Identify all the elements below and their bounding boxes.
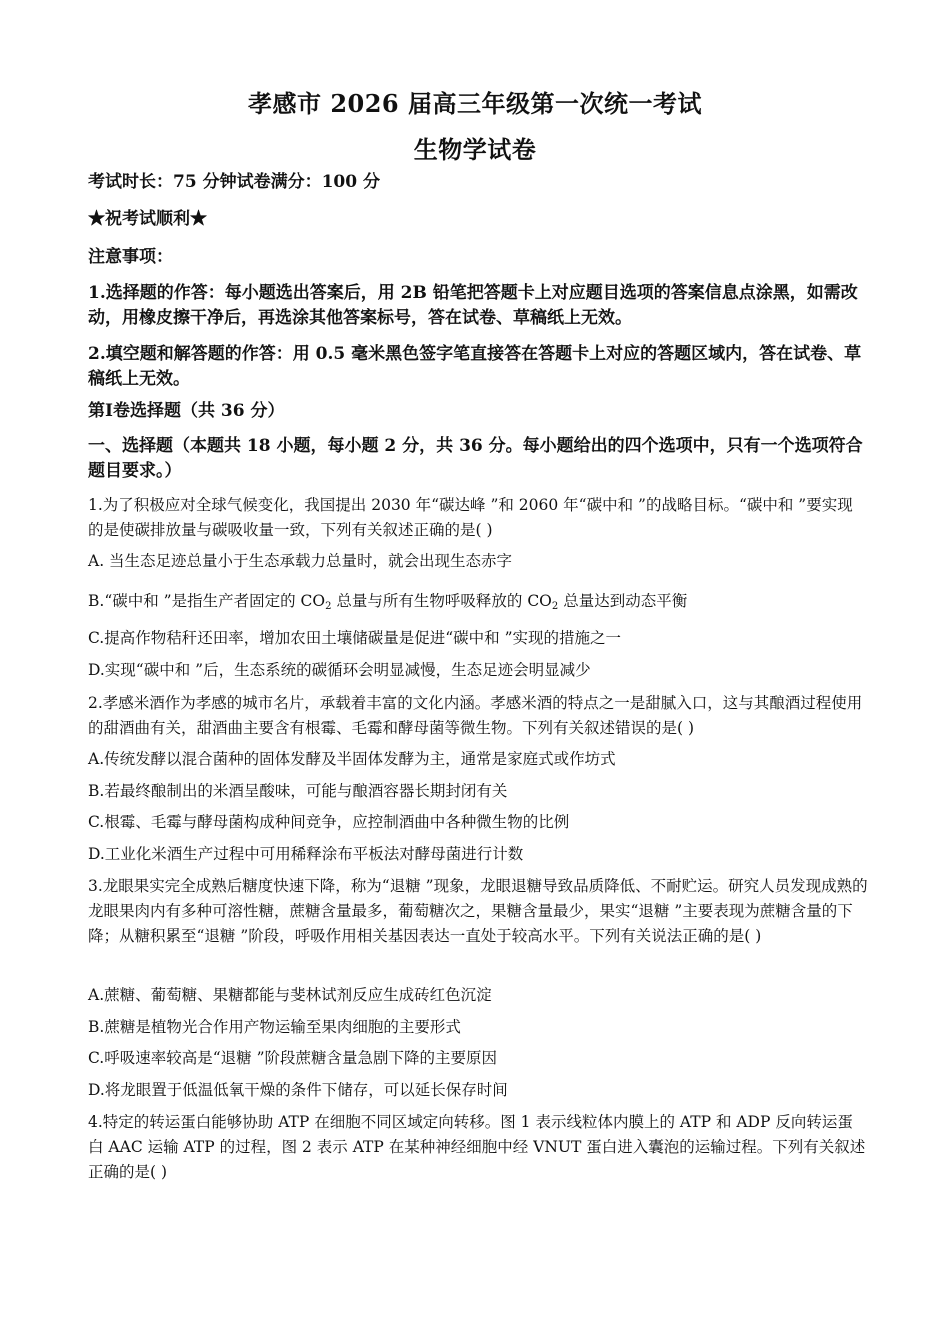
question-4-stem: 4.特定的转运蛋白能够协助 ATP 在细胞不同区域定向转移。图 1 表示线粒体内膜上的 ATP 和 ADP 反向转运蛋白 AAC 运输 ATP 的过程，图 2 表示 ATP 在某种神经细胞中经 VNUT 蛋白进入囊泡的运输过程。下列有关叙述正确的是( ) (88, 1113, 866, 1181)
good-luck-wish: ★祝考试顺利★ (88, 209, 207, 229)
question-1-stem: 1.为了积极应对全球气候变化，我国提出 2030 年“碳达峰 ”和 2060 年“碳中和 ”的战略目标。“碳中和 ”要实现的是使碳排放量与碳吸收量一致，下列有关叙述正确的是( ) (88, 496, 853, 539)
question-3-stem: 3.龙眼果实完全成熟后糖度快速下降，称为“退糖 ”现象，龙眼退糖导致品质降低、不耐贮运。研究人员发现成熟的龙眼果肉内有多种可溶性糖，蔗糖含量最多，葡萄糖次之，果糖含量最少，果实“退糖 ”主要表现为蔗糖含量的下降；从糖积累至“退糖 ”阶段，呼吸作用相关基因表达一直处于较高水平。下列有关说法正确的是( ) (88, 877, 868, 945)
question-2-stem: 2.孝感米酒作为孝感的城市名片，承载着丰富的文化内涵。孝感米酒的特点之一是甜腻入口，这与其酿酒过程使用的甜酒曲有关，甜酒曲主要含有根霉、毛霉和酵母菌等微生物。下列有关叙述错误的是( ) (88, 694, 863, 737)
question-3-option-b: B.蔗糖是植物光合作用产物运输至果肉细胞的主要形式 (88, 1018, 461, 1036)
section-instructions: 一、选择题（本题共 18 小题，每小题 2 分，共 36 分。每小题给出的四个选项中，只有一个选项符合题目要求。） (88, 436, 863, 481)
question-3-option-a: A.蔗糖、葡萄糖、果糖都能与斐林试剂反应生成砖红色沉淀 (88, 986, 492, 1004)
notes-heading: 注意事项： (88, 247, 173, 267)
part-one-heading: 第Ⅰ卷选择题（共 36 分） (88, 401, 285, 421)
question-1-option-a: A. 当生态足迹总量小于生态承载力总量时，就会出现生态赤字 (88, 552, 513, 570)
exam-title: 孝感市 2026 届高三年级第一次统一考试 (247, 89, 702, 118)
question-1-option-c: C.提高作物秸秆还田率，增加农田土壤储碳量是促进“碳中和 ”实现的措施之一 (88, 629, 622, 647)
question-2-option-b: B.若最终酿制出的米酒呈酸味，可能与酿酒容器长期封闭有关 (88, 782, 508, 800)
exam-subtitle: 生物学试卷 (413, 135, 537, 164)
question-1-option-b: B.“碳中和 ”是指生产者固定的 $CO_2$ 总量与所有生物呼吸释放的 $CO_2$ 总量达到动态平衡 (88, 592, 688, 612)
exam-info: 考试时长：75 分钟试卷满分：100 分 (88, 172, 380, 192)
question-2-option-a: A.传统发酵以混合菌种的固体发酵及半固体发酵为主，通常是家庭式或作坊式 (88, 750, 616, 768)
question-3-option-d: D.将龙眼置于低温低氧干燥的条件下储存，可以延长保存时间 (88, 1081, 508, 1099)
note-2: 2.填空题和解答题的作答：用 0.5 毫米黑色签字笔直接答在答题卡上对应的答题区域内，答在试卷、草稿纸上无效。 (88, 344, 862, 389)
question-1-option-d: D.实现“碳中和 ”后，生态系统的碳循环会明显减慢，生态足迹会明显减少 (88, 661, 591, 679)
note-1: 1.选择题的作答：每小题选出答案后，用 2B 铅笔把答题卡上对应题目选项的答案信息点涂黑，如需改动，用橡皮擦干净后，再选涂其他答案标号，答在试卷、草稿纸上无效。 (88, 283, 858, 328)
question-3-option-c: C.呼吸速率较高是“退糖 ”阶段蔗糖含量急剧下降的主要原因 (88, 1049, 498, 1067)
question-2-option-c: C.根霉、毛霉与酵母菌构成种间竞争，应控制酒曲中各种微生物的比例 (88, 813, 570, 831)
question-2-option-d: D.工业化米酒生产过程中可用稀释涂布平板法对酵母菌进行计数 (88, 845, 524, 863)
